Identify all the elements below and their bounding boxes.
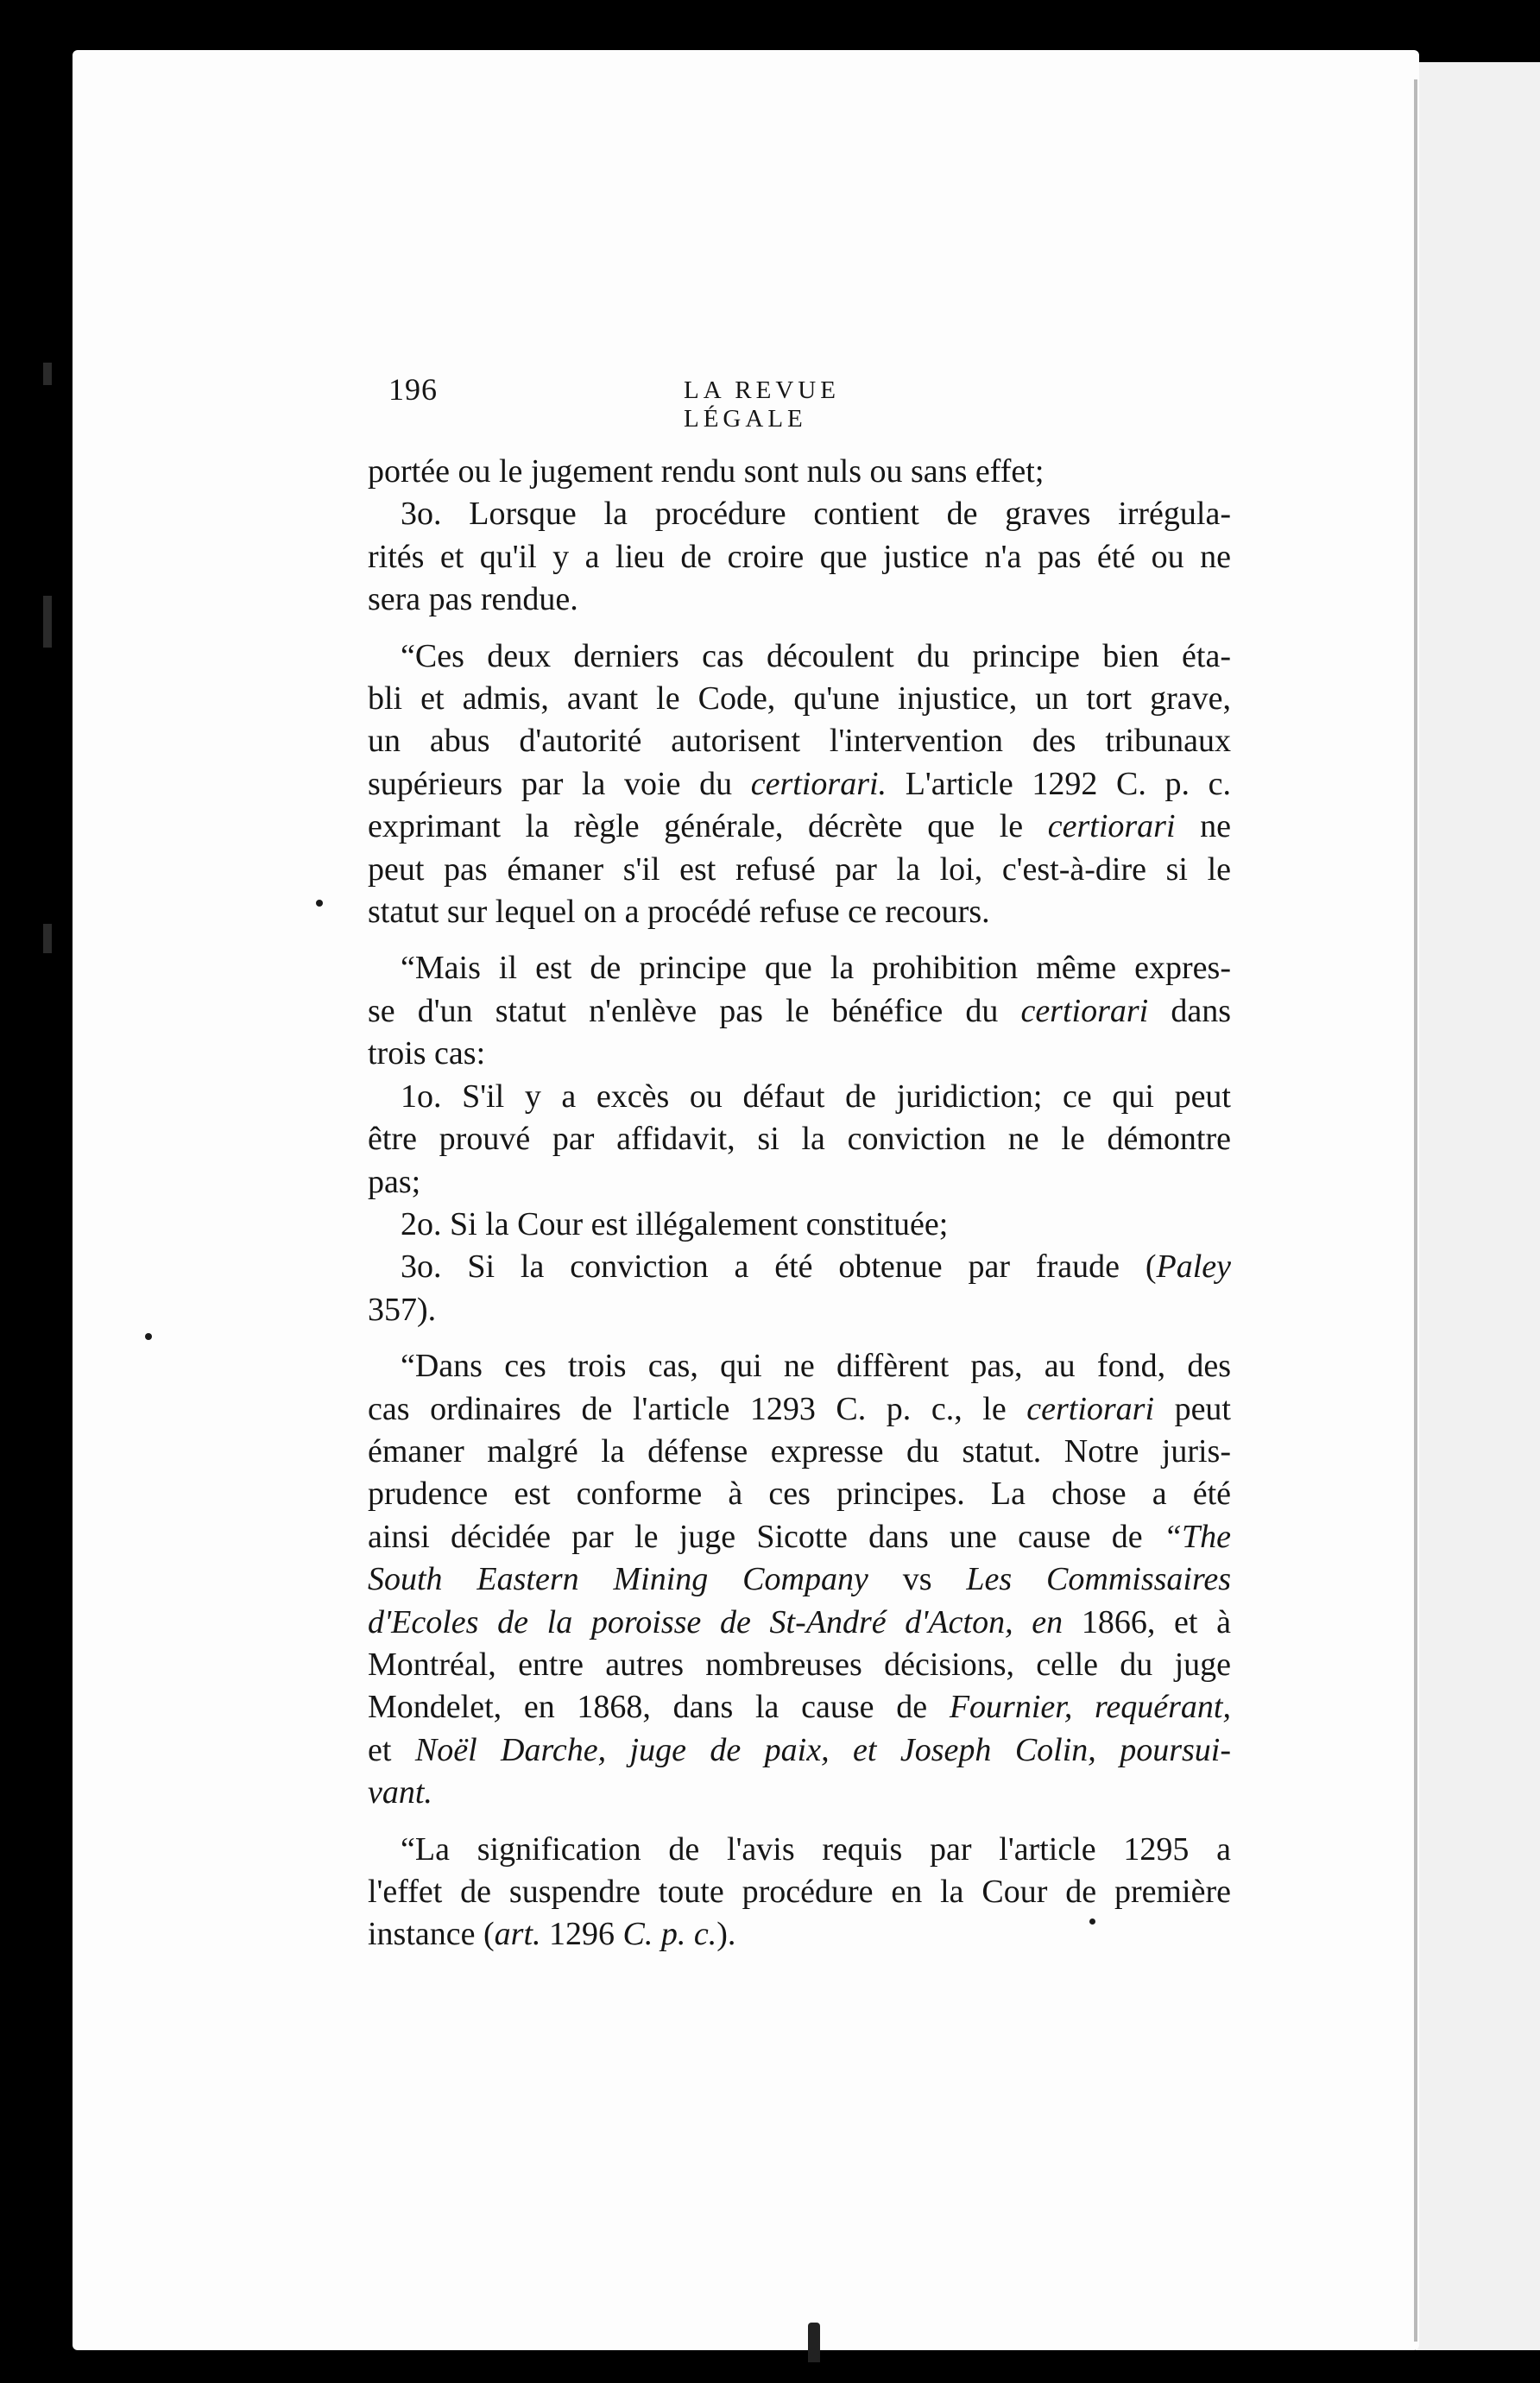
text-line: prudence est conforme à ces principes. La chose a été [368,1476,1231,1513]
text-line: et Noël Darche, juge de paix, et Joseph Colin, poursui- [368,1731,1231,1768]
text-line: portée ou le jugement rendu sont nuls ou sans effet; [368,453,1045,490]
paragraph [368,1076,1231,1204]
page-number: 196 [388,372,438,407]
page-edge-line [1414,79,1417,2342]
text-line: exprimant la règle générale, décrète que le certiorari ne [368,808,1231,845]
text-line: d'Ecoles de la poroisse de St-André d'Acton, en 1866, et à [368,1603,1232,1640]
scan-mark [43,596,52,648]
paragraph [368,1204,1231,1246]
text-line: être prouvé par affidavit, si la conviction ne le démontre [368,1121,1231,1158]
text-line: ainsi décidée par le juge Sicotte dans une cause de “The [368,1518,1231,1555]
paragraph [368,493,1231,621]
text-line: South Eastern Mining Company vs Les Commissaires [368,1561,1231,1598]
scan-mark [43,924,52,953]
paragraph [368,1829,1231,1956]
paragraph [368,451,1231,493]
paragraph [368,635,1231,934]
scan-speck [316,900,323,907]
scan-mark [43,363,52,385]
text-line: l'effet de suspendre toute procédure en la Cour de première [368,1874,1231,1910]
paragraph [368,1345,1231,1814]
text-line: 3o. Si la conviction a été obtenue par fraude (Paley [401,1248,1231,1286]
text-line: un abus d'autorité autorisent l'intervention des tribunaux [368,723,1231,760]
text-line: “Mais il est de principe que la prohibition même expres- [401,950,1231,987]
text-line: 1o. S'il y a excès ou défaut de juridiction; ce qui peut [401,1078,1231,1115]
text-line: “Ces deux derniers cas découlent du principe bien éta- [401,637,1231,674]
text-line: statut sur lequel on a procédé refuse ce recours. [368,894,990,931]
text-line: émaner malgré la défense expresse du statut. Notre juris- [368,1432,1231,1470]
text-line: vant. [368,1774,432,1811]
text-line: instance (art. 1296 C. p. c.). [368,1916,736,1953]
text-line: rités et qu'il y a lieu de croire que justice n'a pas été ou ne [368,538,1231,575]
scan-mark [808,2323,820,2362]
text-line: cas ordinaires de l'article 1293 C. p. c., le certiorari peut [368,1390,1231,1427]
paragraph [368,947,1231,1075]
page-header [388,371,941,433]
text-line: Mondelet, en 1868, dans la cause de Fournier, requérant, [368,1689,1231,1726]
text-line: 357). [368,1291,437,1328]
scan-speck [145,1333,152,1340]
running-title: LA REVUE LÉGALE [684,376,840,433]
text-line: sera pas rendue. [368,581,578,618]
adjacent-page-edge [1416,62,1540,2350]
text-line: “La signification de l'avis requis par l'article 1295 a [401,1830,1231,1868]
text-line: pas; [368,1163,421,1200]
text-line: Montréal, entre autres nombreuses décisions, celle du juge [368,1646,1231,1683]
text-line: peut pas émaner s'il est refusé par la loi, c'est-à-dire si le [368,850,1231,888]
text-line: “Dans ces trois cas, qui ne diffèrent pas, au fond, des [401,1348,1231,1385]
body-text [368,451,1232,1953]
text-line: supérieurs par la voie du certiorari. L'article 1292 C. p. c. [368,765,1231,802]
text-line: bli et admis, avant le Code, qu'une injustice, un tort grave, [368,680,1231,717]
paragraph [368,1246,1231,1331]
text-line: trois cas: [368,1035,486,1072]
text-line: se d'un statut n'enlève pas le bénéfice du certiorari dans [368,992,1231,1029]
text-line: 2o. Si la Cour est illégalement constituée; [401,1205,949,1242]
text-line: 3o. Lorsque la procédure contient de graves irrégula- [401,496,1231,533]
